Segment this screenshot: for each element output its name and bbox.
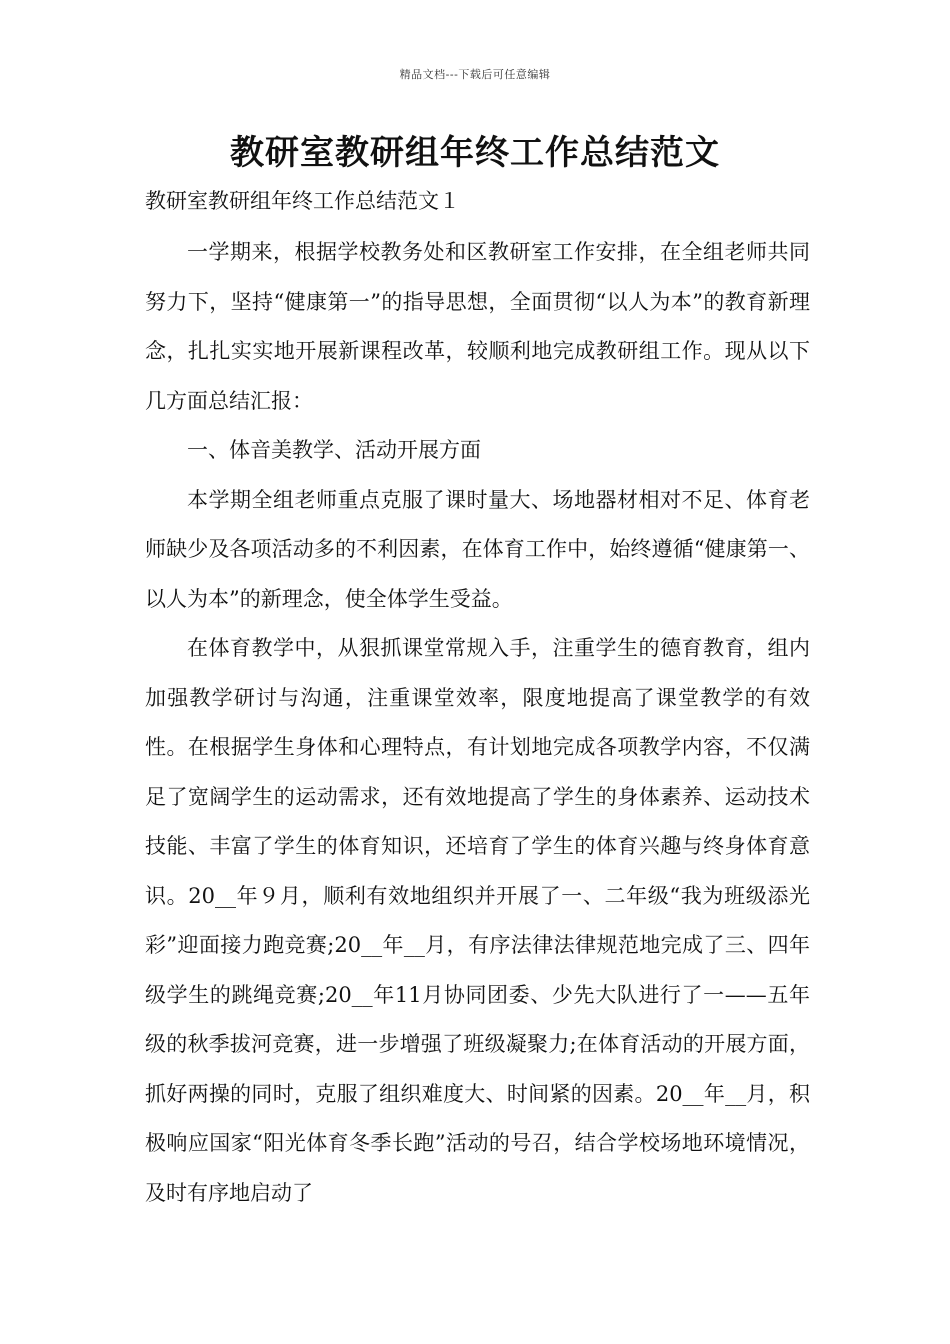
paragraph-intro: 一学期来，根据学校教务处和区教研室工作安排，在全组老师共同努力下，坚持“健康第一”的指导思想，全面贯彻“以人为本”的教育新理念，扎扎实实地开展新课程改革，较顺利地完成教研组工作。现从以下几方面总结汇报： xyxy=(145,240,810,413)
document-subtitle: 教研室教研组年终工作总结范文１ xyxy=(145,189,460,213)
document-body xyxy=(145,228,810,1218)
paragraph-overview: 本学期全组老师重点克服了课时量大、场地器材相对不足、体育老师缺少及各项活动多的不利因素，在体育工作中，始终遵循“健康第一、以人为本”的新理念，使全体学生受益。 xyxy=(145,487,810,611)
document-title: 教研室教研组年终工作总结范文 xyxy=(230,133,720,173)
header-note: 精品文档---下载后可任意编辑 xyxy=(399,68,551,81)
paragraph-teaching: 在体育教学中，从狠抓课堂常规入手，注重学生的德育教育，组内加强教学研讨与沟通，注重课堂效率，限度地提高了课堂教学的有效性。在根据学生身体和心理特点，有计划地完成各项教学内容，不仅满足了宽阔学生的运动需求，还有效地提高了学生的身体素养、运动技术技能、丰富了学生的体育知识，还培育了学生的体育兴趣与终身体育意识。20__年９月，顺利有效地组织并开展了一、二年级“我为班级添光彩”迎面接力跑竞赛;20__年__月，有序法律法律规范地完成了三、四年级学生的跳绳竞赛;20__年11月协同团委、少先大队进行了一——五年级的秋季拔河竞赛，进一步增强了班级凝聚力;在体育活动的开展方面，抓好两操的同时，克服了组织难度大、时间紧的因素。20__年__月，积极响应国家“阳光体育冬季长跑”活动的号召，结合学校场地环境情况，及时有序地启动了 xyxy=(145,636,810,1205)
section-heading: 一、体音美教学、活动开展方面 xyxy=(187,438,481,462)
